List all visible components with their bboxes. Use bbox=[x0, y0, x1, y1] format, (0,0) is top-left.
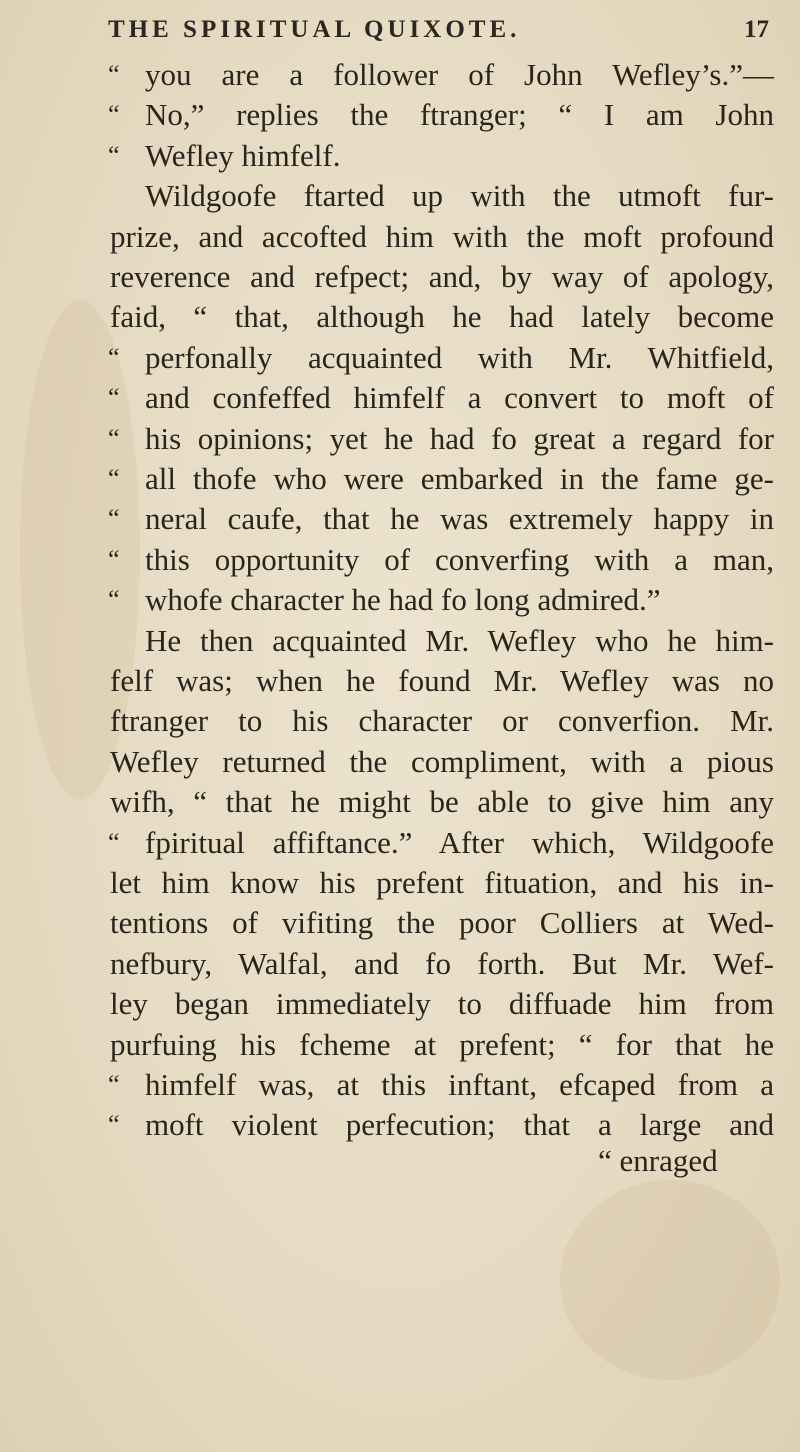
text-line: wifh, “ that he might be able to give him any bbox=[110, 784, 774, 819]
text-line: tentions of vifiting the poor Colliers at Wed- bbox=[110, 905, 774, 940]
text-line: this opportunity of converfing with a man, bbox=[145, 542, 774, 577]
quote-mark: “ bbox=[108, 828, 120, 857]
text-line: his opinions; yet he had fo great a regard for bbox=[145, 421, 774, 456]
text-line: whofe character he had fo long admired.” bbox=[145, 582, 661, 617]
text-line: ftranger to his character or converfion. Mr. bbox=[110, 703, 774, 738]
text-line: reverence and refpect; and, by way of apology, bbox=[110, 259, 774, 294]
text-line: Wildgoofe ftarted up with the utmoft fur- bbox=[145, 178, 774, 213]
text-line: ley began immediately to diffuade him from bbox=[110, 986, 774, 1021]
text-line: perfonally acquainted with Mr. Whitfield, bbox=[145, 340, 774, 375]
running-title: THE SPIRITUAL QUIXOTE. bbox=[108, 16, 521, 43]
quote-mark: “ bbox=[108, 1110, 120, 1139]
text-line: let him know his prefent fituation, and his in- bbox=[110, 865, 774, 900]
text-line: felf was; when he found Mr. Wefley was no bbox=[110, 663, 774, 698]
quote-mark: “ bbox=[108, 585, 120, 614]
text-line: prize, and accofted him with the moft profound bbox=[110, 219, 774, 254]
quote-mark: “ bbox=[108, 343, 120, 372]
text-line: Wefley himfelf. bbox=[145, 138, 341, 173]
paper-stain bbox=[560, 1180, 780, 1380]
text-line: you are a follower of John Wefley’s.”— bbox=[145, 57, 774, 92]
text-line: fpiritual affiftance.” After which, Wildgoofe bbox=[145, 825, 774, 860]
text-line: nefbury, Walfal, and fo forth. But Mr. Wef- bbox=[110, 946, 774, 981]
quote-mark: “ bbox=[108, 383, 120, 412]
quote-mark: “ bbox=[108, 504, 120, 533]
text-line: and confeffed himfelf a convert to moft of bbox=[145, 380, 774, 415]
text-line: faid, “ that, although he had lately become bbox=[110, 299, 774, 334]
quote-mark: “ bbox=[108, 464, 120, 493]
quote-mark: “ bbox=[108, 545, 120, 574]
text-line: himfelf was, at this inftant, efcaped from a bbox=[145, 1067, 774, 1102]
text-line: moft violent perfecution; that a large and bbox=[145, 1107, 774, 1142]
text-line: Wefley returned the compliment, with a pious bbox=[110, 744, 774, 779]
text-line: neral caufe, that he was extremely happy in bbox=[145, 501, 774, 536]
quote-mark: “ bbox=[108, 141, 120, 170]
text-line: He then acquainted Mr. Wefley who he him- bbox=[145, 623, 774, 658]
text-line: purfuing his fcheme at prefent; “ for that he bbox=[110, 1027, 774, 1062]
page-number: 17 bbox=[744, 16, 769, 43]
running-header bbox=[0, 6, 800, 50]
text-line: all thofe who were embarked in the fame ge- bbox=[145, 461, 774, 496]
quote-mark: “ bbox=[108, 60, 120, 89]
text-line: No,” replies the ftranger; “ I am John bbox=[145, 97, 774, 132]
quote-mark: “ bbox=[108, 1070, 120, 1099]
catchword: “ enraged bbox=[598, 1143, 718, 1178]
quote-mark: “ bbox=[108, 100, 120, 129]
quote-mark: “ bbox=[108, 424, 120, 453]
